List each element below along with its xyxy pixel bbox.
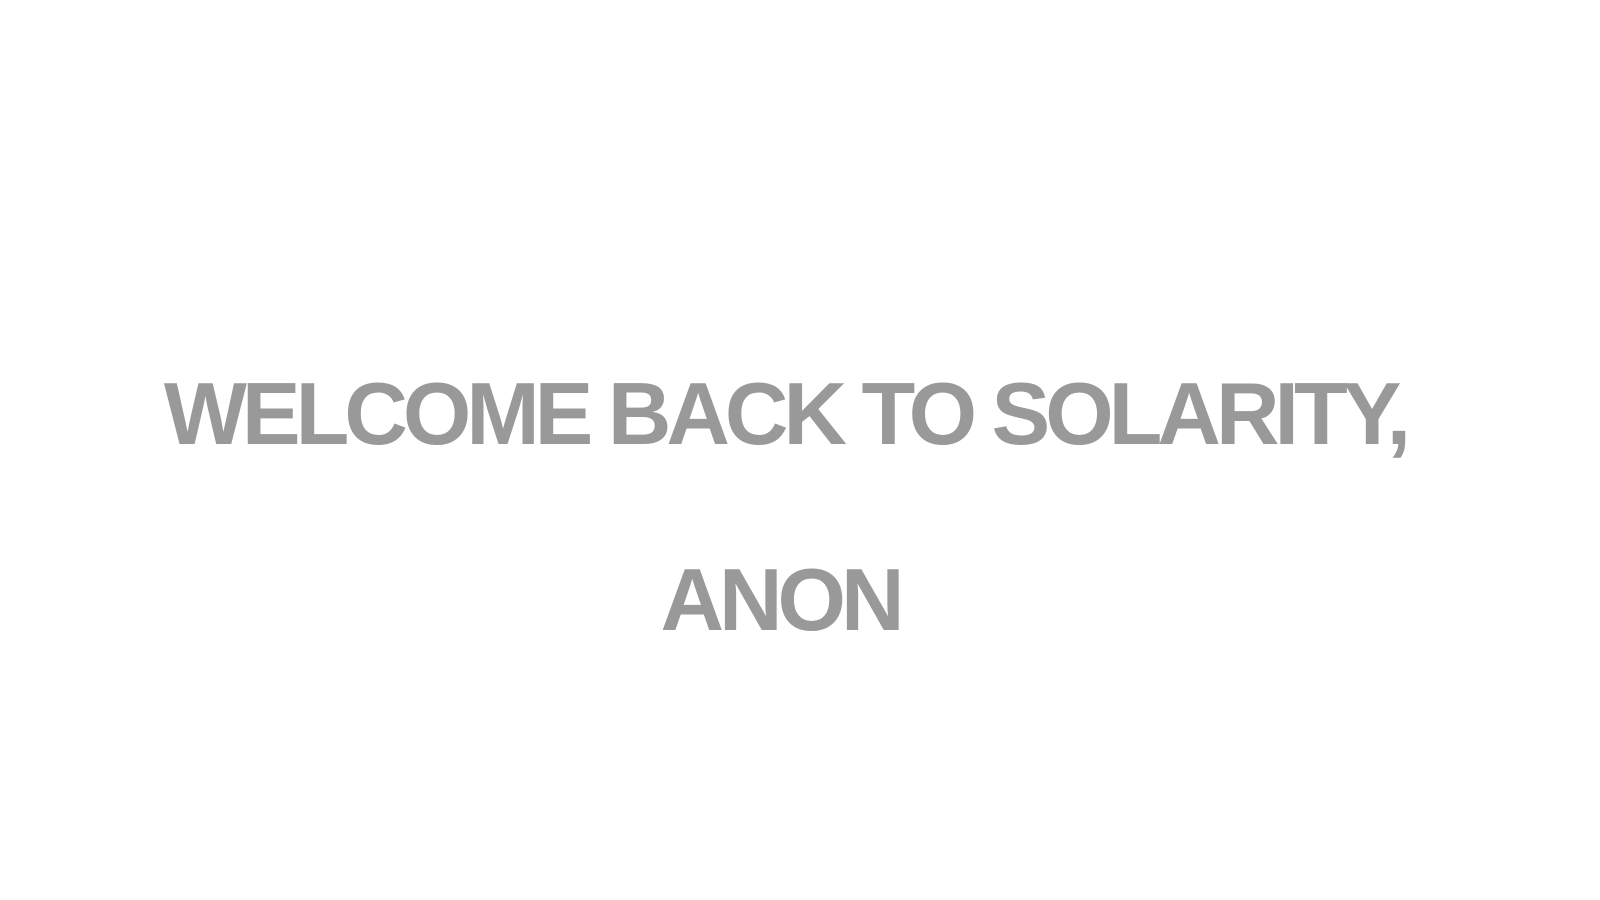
welcome-heading: WELCOME BACK TO SOLARITY, bbox=[163, 364, 1407, 463]
welcome-username: ANON bbox=[660, 550, 900, 649]
